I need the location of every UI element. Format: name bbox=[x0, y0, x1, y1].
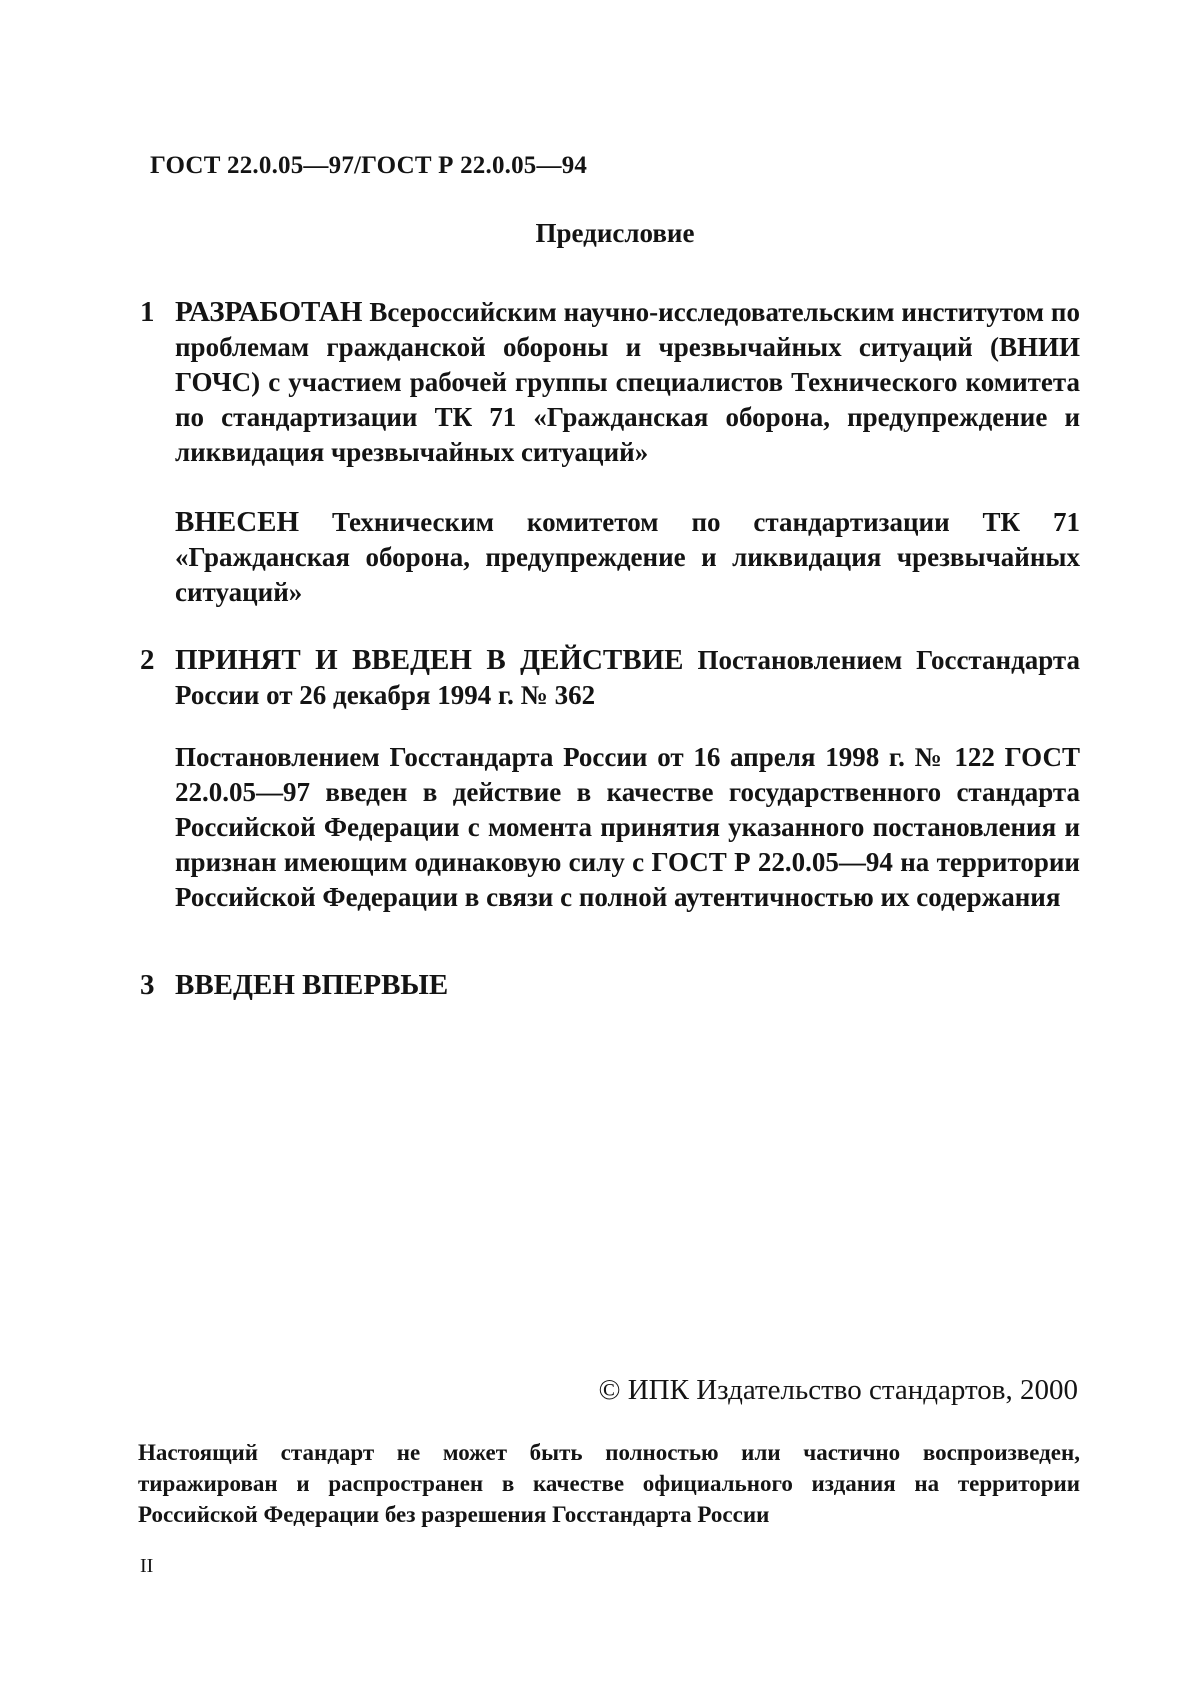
item-developed bbox=[140, 295, 1080, 470]
item-number: 2 bbox=[140, 644, 155, 676]
item-text: Техническим комитетом по стандартизации ТК 71 «Гражданская оборона, предупреждение и ликвидация чрезвычайных ситуаций» bbox=[175, 507, 1080, 607]
copyright-line: © ИПК Издательство стандартов, 2000 bbox=[598, 1374, 1078, 1406]
item-adopted bbox=[140, 643, 1080, 713]
reproduction-notice: Настоящий стандарт не может быть полностью или частично воспроизведен, тиражирован и распространен в качестве официального издания на территории Российской Федерации без разрешения Госстандарта России bbox=[138, 1440, 1080, 1527]
item-lead: ВВЕДЕН ВПЕРВЫЕ bbox=[175, 969, 449, 1001]
section-heading: Предисловие bbox=[535, 218, 695, 248]
item-text: Постановлением Госстандарта России от 26 декабря 1994 г. № 362 bbox=[175, 645, 1080, 710]
item-lead: РАЗРАБОТАН bbox=[175, 296, 363, 328]
item-number: 3 bbox=[140, 969, 155, 1001]
item-first-introduced bbox=[140, 968, 1080, 1003]
item-lead: ВНЕСЕН bbox=[175, 506, 300, 538]
item-introduced bbox=[140, 505, 1080, 610]
item-text: Постановлением Госстандарта России от 16 апреля 1998 г. № 122 ГОСТ 22.0.05—97 введен в действие в качестве государственного стандарта Российской Федерации с момента принятия указанного постановления и признан имеющим одинаковую силу с ГОСТ Р 22.0.05—94 на территории Российской Федерации в связи с полной аутентичностью их содержания bbox=[175, 742, 1080, 912]
document-header: ГОСТ 22.0.05—97/ГОСТ Р 22.0.05—94 bbox=[150, 152, 588, 179]
item-resolution bbox=[140, 740, 1080, 915]
page-number: II bbox=[140, 1555, 154, 1577]
item-number: 1 bbox=[140, 296, 155, 328]
item-text: Всероссийским научно-исследовательским институтом по проблемам гражданской обороны и чрезвычайных ситуаций (ВНИИ ГОЧС) с участием рабочей группы специалистов Технического комитета по стандартизации ТК 71 «Гражданская оборона, предупреждение и ликвидация чрезвычайных ситуаций» bbox=[175, 297, 1080, 467]
item-lead: ПРИНЯТ И ВВЕДЕН В ДЕЙСТВИЕ bbox=[175, 644, 684, 676]
